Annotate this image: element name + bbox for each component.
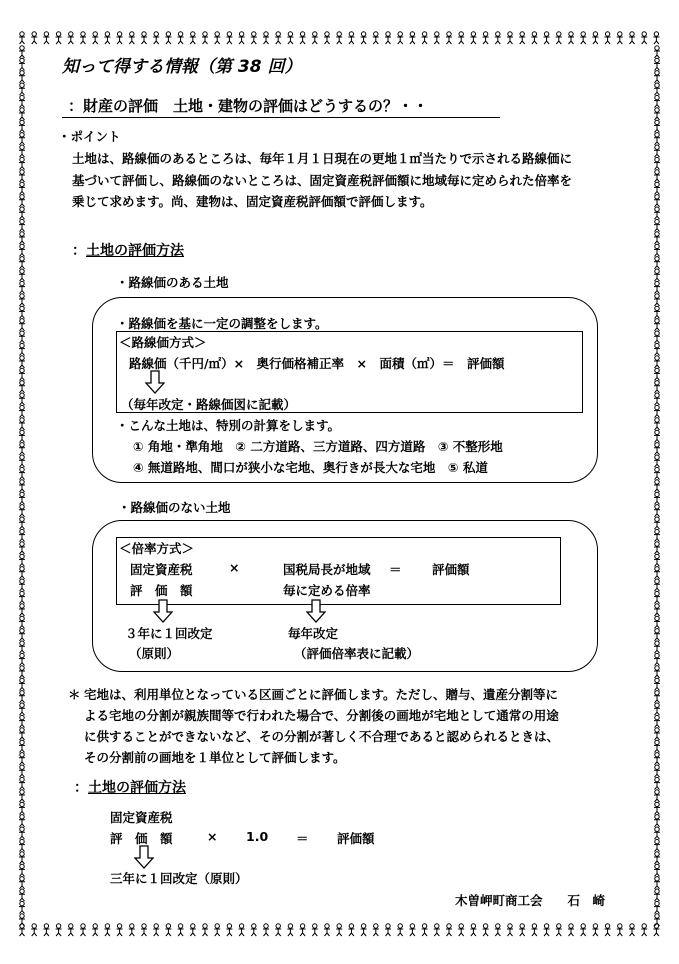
no-rosenka-label: ・路線価のない土地 [118,500,231,515]
section2-result: 評価額 [337,831,375,846]
down-arrow-icon [145,370,165,394]
bairitsu-result: 評価額 [432,562,470,577]
down-arrow-icon [153,599,173,623]
bairitsu-term2-line2: 毎に定める倍率 [283,583,371,598]
section2-factor: 1.0 [246,829,269,844]
section2-times: × [207,829,218,844]
section1-heading [72,240,184,260]
special-text: ・こんな土地は、特別の計算をします。 [116,418,341,433]
rosenka-method-title: ＜路線価方式＞ [119,335,207,350]
bairitsu-note2-line1: 毎年改定 [288,626,339,641]
section1-heading-prefix: ： [72,243,86,259]
subtitle-underline [62,117,500,118]
bairitsu-equals: ＝ [389,562,402,577]
page-subtitle: ：財産の評価 土地・建物の評価はどうするの？・・ [68,97,429,115]
bairitsu-note2-line2: （評価倍率表に記載） [294,646,420,661]
down-arrow-icon [306,599,326,623]
bairitsu-note1-line2: （原則） [129,646,180,661]
point-label: ・ポイント [58,129,121,144]
page-title: 知って得する情報（第 38 回） [62,57,302,77]
section2-heading-text: 土地の評価方法 [88,780,186,796]
special-row-1: ① 角地・準角地 ② 二方道路、三方道路、四方道路 ③ 不整形地 [133,439,503,454]
section2-term-line2: 評 価 額 [110,831,173,846]
takuchi-line-1: 宅地は、利用単位となっている区画ごとに評価します。ただし、贈与、遺産分割等に [84,687,559,702]
bairitsu-term1-line1: 固定資産税 [130,562,193,577]
section2-term-line1: 固定資産税 [110,810,173,825]
takuchi-line-3: に供することができないなど、その分割が著しく不合理であると認められるときは、 [84,729,560,744]
bairitsu-note1-line1: ３年に１回改定 [125,626,213,641]
bairitsu-times: × [229,560,240,575]
section2-note: 三年に１回改定（原則） [110,871,248,886]
section2-heading-prefix: ： [74,780,88,796]
bairitsu-term1-line2: 評 価 額 [130,583,193,598]
down-arrow-icon [134,845,154,869]
rosenka-formula: 路線価（千円/㎡）× 奥行価格補正率 × 面積（㎡）＝ 評価額 [129,356,505,371]
section1-heading-text: 土地の評価方法 [86,243,184,259]
point-line-2: 基づいて評価し、路線価のないところは、固定資産税評価額に地域毎に定められた倍率を [72,173,573,188]
section2-equals: ＝ [296,831,309,846]
section2-heading [74,777,186,797]
bairitsu-method-title: ＜倍率方式＞ [119,541,195,556]
point-line-1: 土地は、路線価のあるところは、毎年１月１日現在の更地１㎡当たりで示される路線価に [72,151,573,166]
special-row-2: ④ 無道路地、間口が狭小な宅地、奥行きが長大な宅地 ⑤ 私道 [133,460,488,475]
rosenka-label: ・路線価のある土地 [116,275,229,290]
rosenka-note: （毎年改定・路線価図に記載） [121,397,297,412]
takuchi-star: ＊ [68,687,81,702]
takuchi-line-4: その分割前の画地を１単位として評価します。 [84,750,346,765]
footer-signature: 木曽岬町商工会 石 崎 [455,893,606,908]
bairitsu-term2-line1: 国税局長が地域 [283,562,371,577]
takuchi-line-2: よる宅地の分割が親族間等で行われた場合で、分割後の画地が宅地として通常の用途 [84,708,559,723]
rosenka-adjust-text: ・路線価を基に一定の調整をします。 [116,316,328,331]
point-line-3: 乗じて求めます。尚、建物は、固定資産税評価額で評価します。 [72,194,433,209]
